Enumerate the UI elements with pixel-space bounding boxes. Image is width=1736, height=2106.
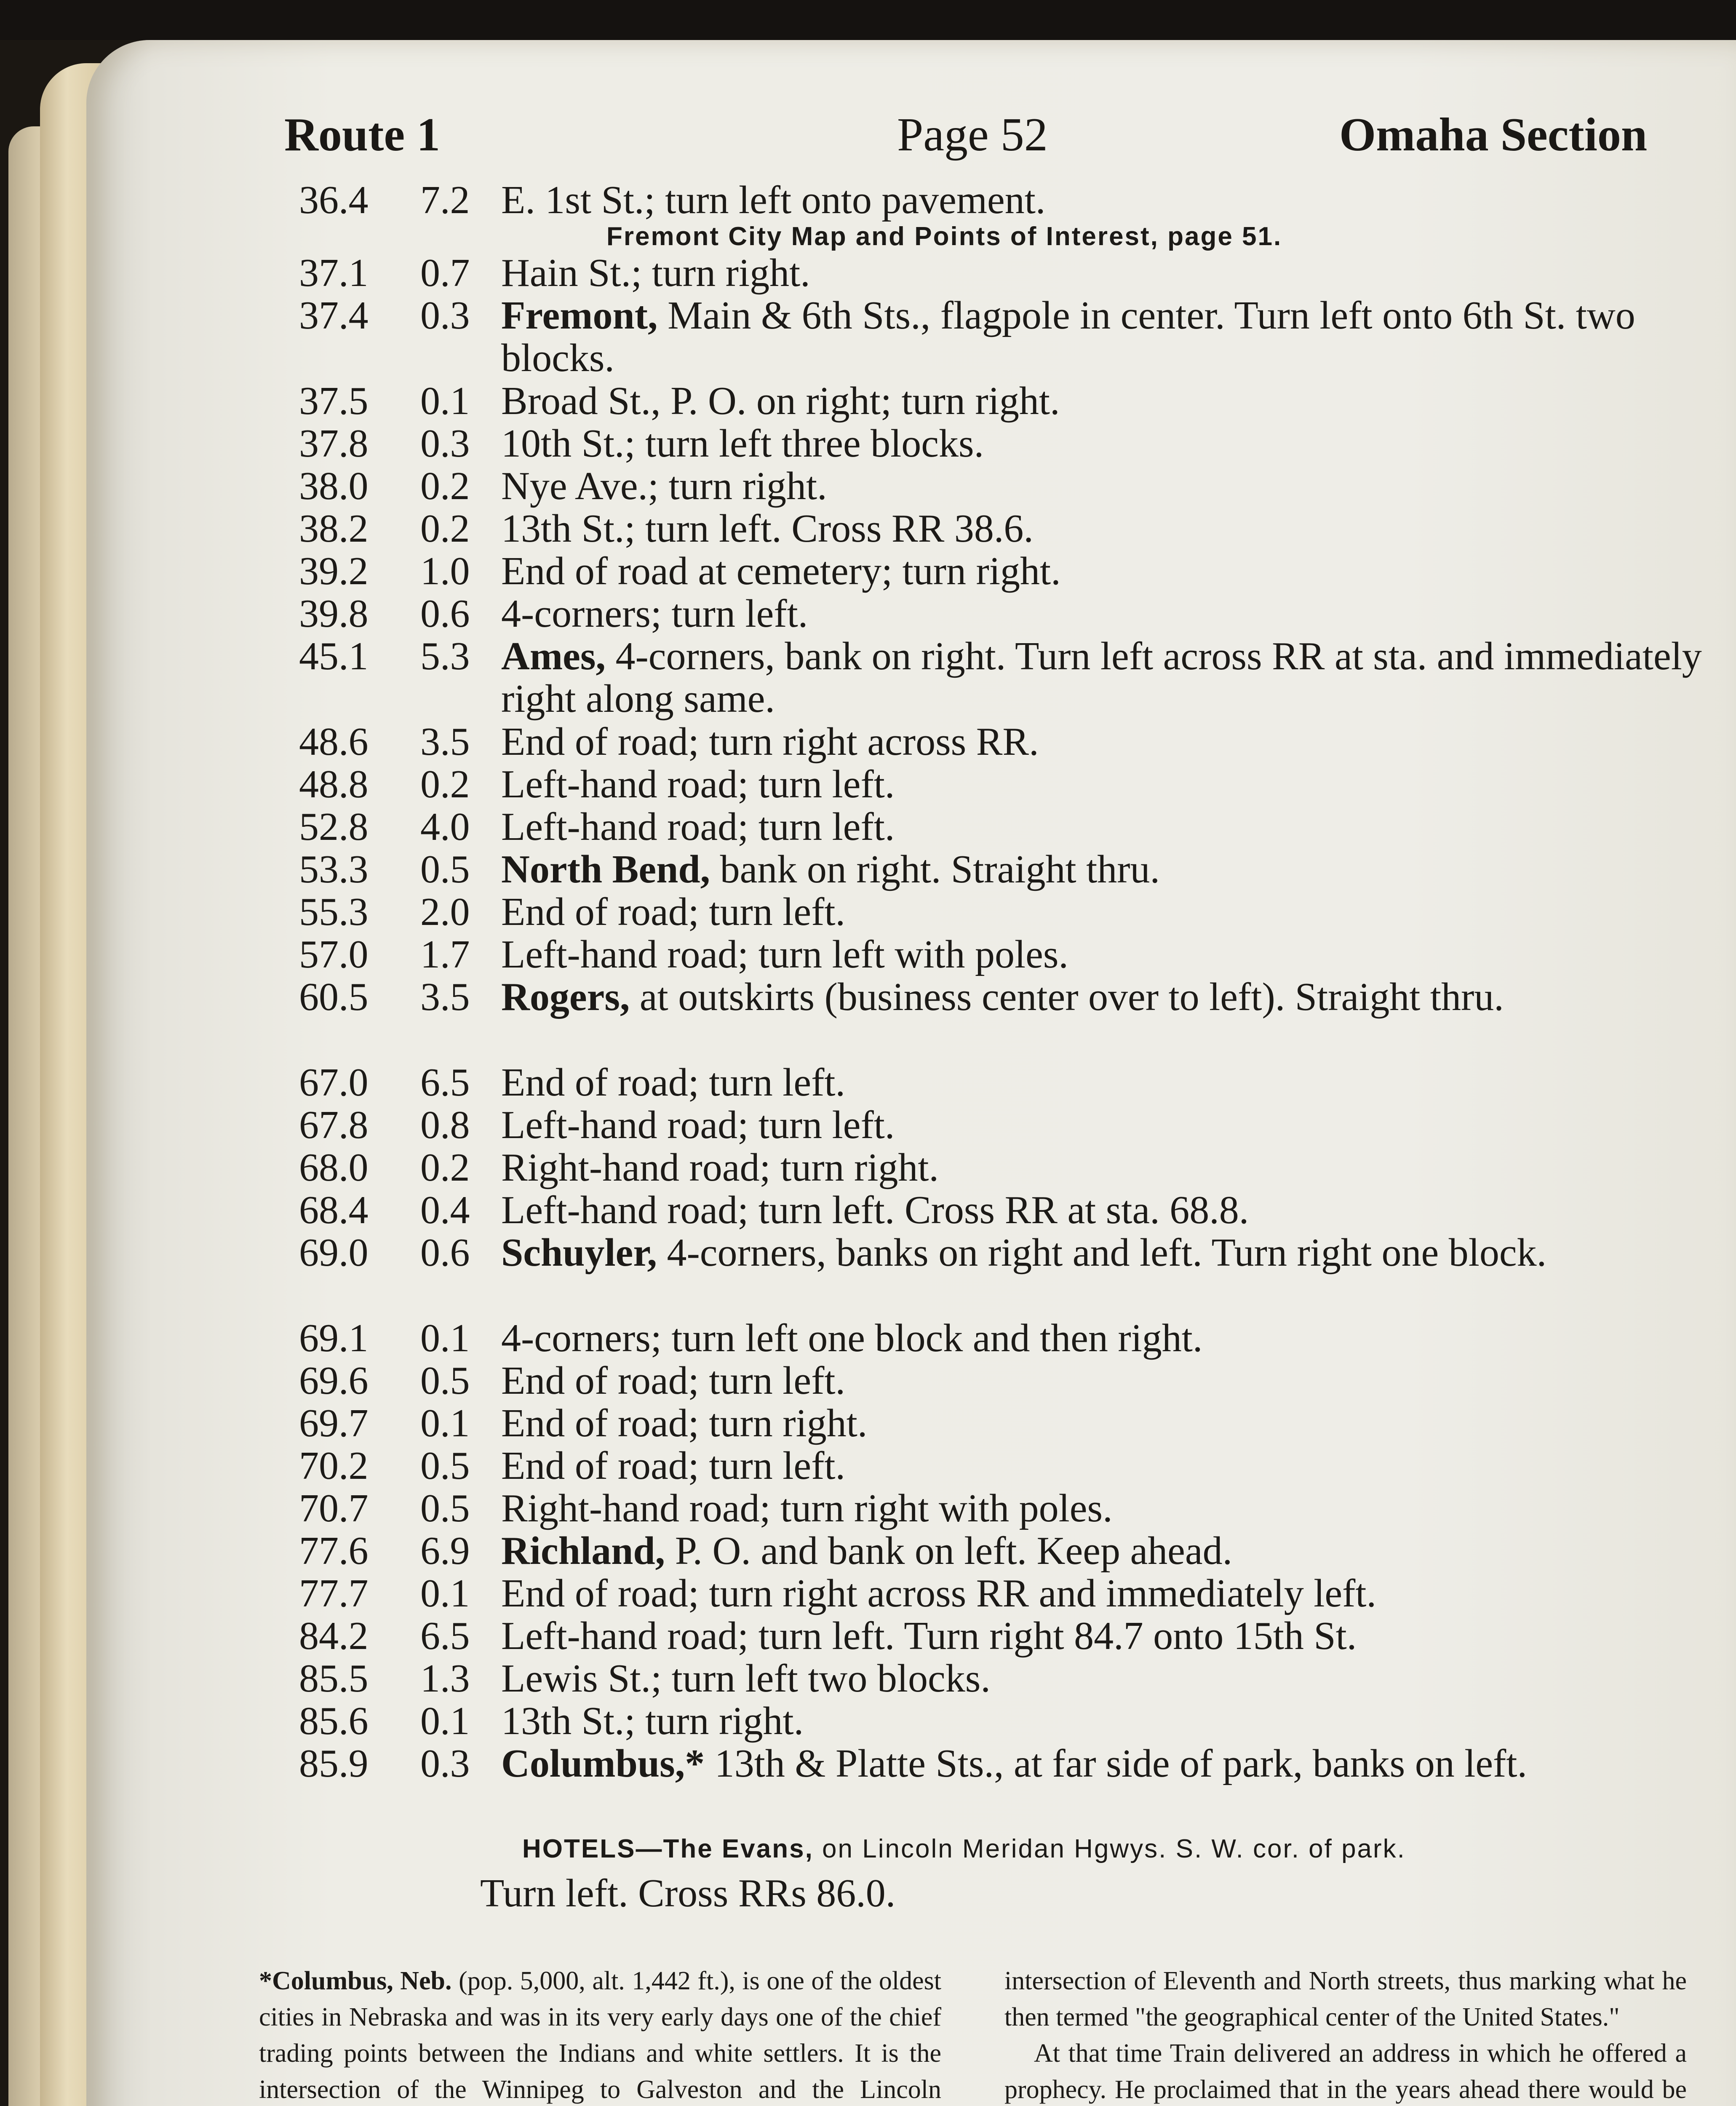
- direction-text: 4-corners, banks on right and left. Turn right one block.: [657, 1231, 1547, 1275]
- town-name: Schuyler,: [501, 1231, 657, 1275]
- cumulative-mileage: 37.8: [299, 422, 369, 465]
- history-paragraph: [259, 1963, 941, 2106]
- direction-text: bank on right. Straight thru.: [710, 847, 1160, 891]
- route-direction: [501, 1743, 1706, 1785]
- interval-mileage: 6.9: [420, 1529, 470, 1573]
- route-direction: [501, 550, 1706, 593]
- direction-text: Left-hand road; turn left.: [501, 1103, 895, 1147]
- interval-mileage: 0.1: [420, 1316, 470, 1360]
- hotels-label: HOTELS—The Evans,: [522, 1834, 814, 1863]
- route-direction: [501, 1317, 1706, 1360]
- route-row: [278, 1317, 1710, 1360]
- direction-text: Broad St., P. O. on right; turn right.: [501, 379, 1060, 423]
- route-row: [278, 550, 1710, 593]
- interval-mileage: 4.0: [420, 805, 470, 849]
- direction-text: End of road at cemetery; turn right.: [501, 549, 1061, 593]
- route-direction: [501, 1445, 1706, 1487]
- direction-text: End of road; turn right.: [501, 1401, 868, 1445]
- interval-mileage: 0.1: [420, 1401, 470, 1445]
- interval-mileage: 3.5: [420, 975, 470, 1019]
- cumulative-mileage: 77.6: [299, 1529, 369, 1573]
- route-row: [278, 1530, 1710, 1572]
- route-row: [278, 252, 1710, 294]
- direction-text: Left-hand road; turn left.: [501, 805, 895, 849]
- direction-text: Left-hand road; turn left. Cross RR at sta. 68.8.: [501, 1188, 1249, 1232]
- cumulative-mileage: 38.2: [299, 507, 369, 551]
- cumulative-mileage: 69.1: [299, 1316, 369, 1360]
- route-row: [278, 1572, 1710, 1615]
- interval-mileage: 0.5: [420, 847, 470, 891]
- route-direction: [501, 976, 1706, 1018]
- cumulative-mileage: 77.7: [299, 1571, 369, 1615]
- cumulative-mileage: 68.0: [299, 1146, 369, 1189]
- cumulative-mileage: 37.4: [299, 294, 369, 337]
- direction-text: Left-hand road; turn left.: [501, 762, 895, 806]
- history-paragraph: intersection of Eleventh and North streets, thus marking what he then termed "the geographical center of the United States.": [1004, 1967, 1687, 2031]
- hotels-note: [278, 1828, 1710, 1870]
- route-direction: [501, 593, 1706, 635]
- cumulative-mileage: 68.4: [299, 1188, 369, 1232]
- section-heading: Omaha Section: [1339, 109, 1648, 161]
- cumulative-mileage: 70.7: [299, 1486, 369, 1530]
- route-row: [278, 1487, 1710, 1530]
- scan-top-shadow: [0, 0, 1736, 40]
- cumulative-mileage: 69.6: [299, 1359, 369, 1403]
- route-heading: Route 1: [284, 109, 441, 161]
- route-direction: [501, 380, 1706, 422]
- cumulative-mileage: 36.4: [299, 178, 369, 222]
- route-row: [278, 1360, 1710, 1402]
- interval-mileage: 0.2: [420, 464, 470, 508]
- interval-mileage: 0.2: [420, 507, 470, 551]
- cumulative-mileage: 37.5: [299, 379, 369, 423]
- route-row: [278, 294, 1710, 380]
- route-direction: [501, 465, 1706, 508]
- interval-mileage: 0.5: [420, 1486, 470, 1530]
- town-name: Fremont,: [501, 294, 658, 337]
- direction-text: End of road; turn left.: [501, 1061, 846, 1104]
- route-direction: [501, 1360, 1706, 1402]
- interval-mileage: 0.7: [420, 251, 470, 295]
- interval-mileage: 0.4: [420, 1188, 470, 1232]
- interval-mileage: 0.2: [420, 1146, 470, 1189]
- interval-mileage: 1.7: [420, 933, 470, 976]
- hotels-text: on Lincoln Meridan Hgwys. S. W. cor. of park.: [813, 1834, 1406, 1863]
- route-row: [278, 380, 1710, 422]
- direction-text: 4-corners; turn left one block and then right.: [501, 1316, 1203, 1360]
- route-direction: [501, 179, 1706, 222]
- route-row: [278, 1445, 1710, 1487]
- cumulative-mileage: 85.9: [299, 1742, 369, 1785]
- route-row: [278, 508, 1710, 550]
- cumulative-mileage: 69.7: [299, 1401, 369, 1445]
- route-row: [278, 721, 1710, 763]
- cumulative-mileage: 69.0: [299, 1231, 369, 1275]
- direction-text: 13th St.; turn left. Cross RR 38.6.: [501, 507, 1034, 551]
- route-row: [278, 465, 1710, 508]
- interval-mileage: 1.3: [420, 1657, 470, 1700]
- route-log: [278, 179, 1710, 1916]
- route-row: [278, 593, 1710, 635]
- town-name: Ames,: [501, 634, 606, 678]
- interval-mileage: 0.1: [420, 1699, 470, 1743]
- cumulative-mileage: 55.3: [299, 890, 369, 934]
- direction-text: Hain St.; turn right.: [501, 251, 810, 295]
- interval-mileage: 6.5: [420, 1614, 470, 1658]
- route-row: [278, 1657, 1710, 1700]
- cumulative-mileage: 60.5: [299, 975, 369, 1019]
- history-text: (pop. 5,000, alt. 1,442 ft.), is one of the oldest cities in Nebraska and was in its very early days one of the chief trading points between the Indians and white settlers. It is the intersection of the Winnipeg to Galveston and the Lincoln: [259, 1967, 941, 2104]
- direction-text: End of road; turn left.: [501, 890, 846, 934]
- route-direction: [501, 933, 1706, 976]
- route-direction: [501, 1147, 1706, 1189]
- route-row: [278, 422, 1710, 465]
- cumulative-mileage: 39.8: [299, 592, 369, 636]
- direction-text: Nye Ave.; turn right.: [501, 464, 827, 508]
- town-name: Richland,: [501, 1529, 665, 1573]
- interval-mileage: 5.3: [420, 634, 470, 678]
- history-title: *Columbus, Neb.: [259, 1967, 452, 1995]
- route-direction: [501, 422, 1706, 465]
- route-row: [278, 848, 1710, 891]
- history-paragraph: At that time Train delivered an address in which he offered a prophecy. He proclaimed that in the years ahead there would be: [1004, 2039, 1687, 2104]
- route-direction: [501, 1189, 1706, 1232]
- route-direction: [501, 763, 1706, 806]
- interval-mileage: 0.5: [420, 1444, 470, 1488]
- route-row: [278, 1700, 1710, 1743]
- route-direction: [501, 252, 1706, 294]
- route-direction: [501, 1232, 1706, 1274]
- route-direction: [501, 1104, 1706, 1147]
- route-direction: [501, 1657, 1706, 1700]
- route-direction: [501, 721, 1706, 763]
- route-row: [278, 1743, 1710, 1828]
- route-row: [278, 1615, 1710, 1657]
- direction-text: Left-hand road; turn left. Turn right 84.7 onto 15th St.: [501, 1614, 1357, 1658]
- route-direction: [501, 508, 1706, 550]
- route-row: [278, 891, 1710, 933]
- interval-mileage: 2.0: [420, 890, 470, 934]
- page-number: Page 52: [897, 109, 1048, 161]
- route-row: [278, 1402, 1710, 1445]
- route-direction: [501, 294, 1706, 380]
- route-direction: [501, 1700, 1706, 1743]
- route-row: [278, 1104, 1710, 1147]
- direction-text: Right-hand road; turn right.: [501, 1146, 939, 1189]
- interval-mileage: 0.3: [420, 1742, 470, 1785]
- route-row: [278, 1232, 1710, 1317]
- direction-text: Lewis St.; turn left two blocks.: [501, 1657, 991, 1700]
- direction-text: E. 1st St.; turn left onto pavement.: [501, 178, 1046, 222]
- cumulative-mileage: 57.0: [299, 933, 369, 976]
- direction-text: 13th & Platte Sts., at far side of park, banks on left.: [705, 1742, 1527, 1785]
- direction-text: 4-corners; turn left.: [501, 592, 808, 636]
- route-row: [278, 635, 1710, 721]
- interval-mileage: 1.0: [420, 549, 470, 593]
- final-direction: Turn left. Cross RRs 86.0.: [480, 1871, 896, 1915]
- cumulative-mileage: 85.5: [299, 1657, 369, 1700]
- route-row: [278, 1189, 1710, 1232]
- cumulative-mileage: 70.2: [299, 1444, 369, 1488]
- route-row: [278, 1147, 1710, 1189]
- interval-mileage: 0.3: [420, 422, 470, 465]
- town-name: Rogers,: [501, 975, 630, 1019]
- route-direction: [501, 1530, 1706, 1572]
- route-row: [278, 1061, 1710, 1104]
- direction-text: 10th St.; turn left three blocks.: [501, 422, 984, 465]
- direction-text: End of road; turn left.: [501, 1359, 846, 1403]
- cumulative-mileage: 39.2: [299, 549, 369, 593]
- direction-text: End of road; turn right across RR.: [501, 720, 1039, 764]
- cumulative-mileage: 48.8: [299, 762, 369, 806]
- route-direction: [501, 1615, 1706, 1657]
- cumulative-mileage: 84.2: [299, 1614, 369, 1658]
- direction-text: End of road; turn right across RR and immediately left.: [501, 1571, 1376, 1615]
- town-name: North Bend,: [501, 847, 710, 891]
- route-row: [278, 976, 1710, 1061]
- direction-text: Main & 6th Sts., flagpole in center. Turn left onto 6th St. two blocks.: [501, 294, 1635, 380]
- direction-text: Right-hand road; turn right with poles.: [501, 1486, 1113, 1530]
- direction-text: P. O. and bank on left. Keep ahead.: [665, 1529, 1233, 1573]
- cumulative-mileage: 52.8: [299, 805, 369, 849]
- direction-text: Left-hand road; turn left with poles.: [501, 933, 1068, 976]
- history-column-right: [1004, 1963, 1687, 2106]
- interval-mileage: 0.6: [420, 592, 470, 636]
- direction-text: 13th St.; turn right.: [501, 1699, 804, 1743]
- route-direction: [501, 635, 1706, 720]
- route-row: [278, 179, 1710, 222]
- route-direction: [501, 1402, 1706, 1445]
- cumulative-mileage: 48.6: [299, 720, 369, 764]
- interval-mileage: 6.5: [420, 1061, 470, 1104]
- route-row: [278, 763, 1710, 806]
- interval-mileage: 3.5: [420, 720, 470, 764]
- cumulative-mileage: 38.0: [299, 464, 369, 508]
- interval-mileage: 7.2: [420, 178, 470, 222]
- interval-mileage: 0.8: [420, 1103, 470, 1147]
- interval-mileage: 0.2: [420, 762, 470, 806]
- direction-text: 4-corners, bank on right. Turn left across RR at sta. and immediately right along same.: [501, 634, 1702, 721]
- map-reference: Fremont City Map and Points of Interest, page 51.: [606, 222, 1282, 251]
- interval-mileage: 0.1: [420, 379, 470, 423]
- cumulative-mileage: 67.0: [299, 1061, 369, 1104]
- history-column-left: [259, 1963, 941, 2106]
- cumulative-mileage: 45.1: [299, 634, 369, 678]
- direction-text: End of road; turn left.: [501, 1444, 846, 1488]
- route-row: [278, 806, 1710, 848]
- route-direction: [501, 1572, 1706, 1615]
- cumulative-mileage: 53.3: [299, 847, 369, 891]
- interval-mileage: 0.6: [420, 1231, 470, 1275]
- route-direction: [501, 806, 1706, 848]
- direction-text: at outskirts (business center over to left). Straight thru.: [630, 975, 1504, 1019]
- cumulative-mileage: 67.8: [299, 1103, 369, 1147]
- cumulative-mileage: 37.1: [299, 251, 369, 295]
- town-name: Columbus,*: [501, 1742, 705, 1785]
- cumulative-mileage: 85.6: [299, 1699, 369, 1743]
- route-direction: [501, 891, 1706, 933]
- interval-mileage: 0.5: [420, 1359, 470, 1403]
- interval-mileage: 0.1: [420, 1571, 470, 1615]
- interval-mileage: 0.3: [420, 294, 470, 337]
- route-direction: [501, 1061, 1706, 1104]
- route-direction: [501, 848, 1706, 891]
- route-direction: [501, 1487, 1706, 1530]
- route-row: [278, 933, 1710, 976]
